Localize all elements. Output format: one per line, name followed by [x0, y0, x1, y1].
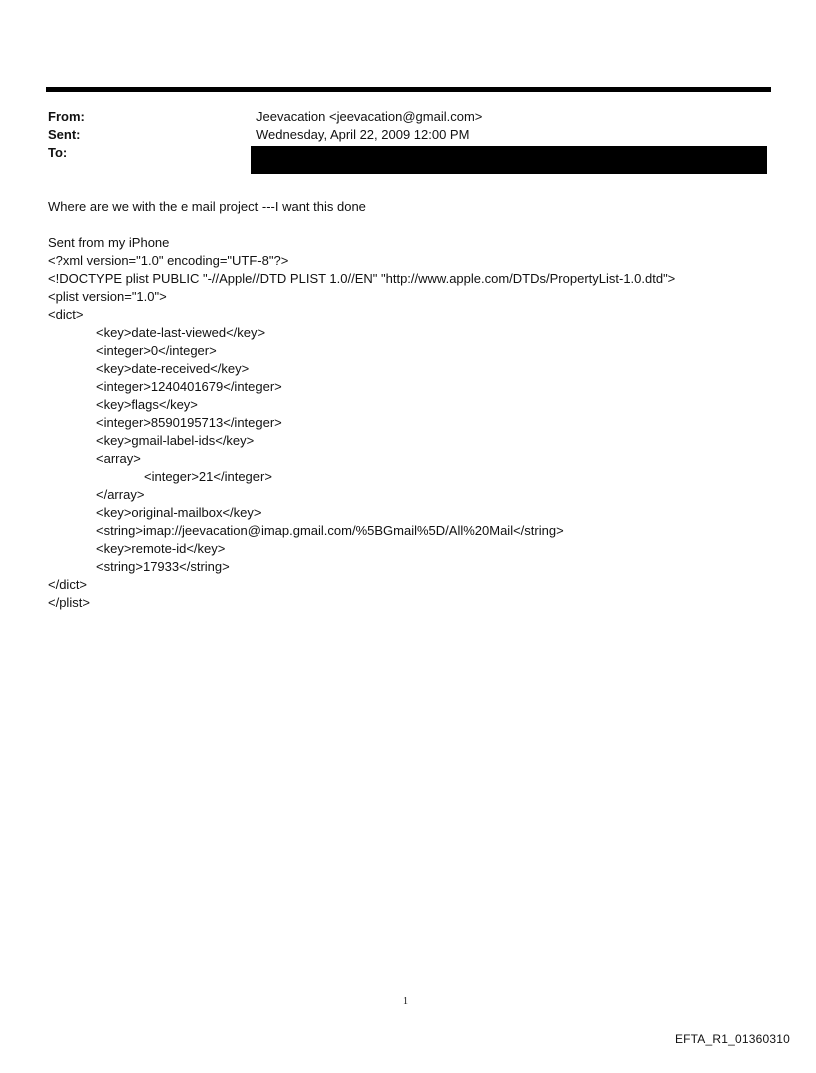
plist-line: <key>original-mailbox</key> [96, 505, 262, 520]
bates-number: EFTA_R1_01360310 [674, 1032, 790, 1046]
plist-line: <integer>8590195713</integer> [96, 415, 282, 430]
plist-line: <key>gmail-label-ids</key> [96, 433, 255, 448]
sent-value: Wednesday, April 22, 2009 12:00 PM [256, 127, 470, 142]
page-number: 1 [403, 996, 408, 1007]
plist-line: </dict> [48, 577, 88, 592]
header-rule [46, 87, 771, 92]
plist-line: <integer>0</integer> [96, 343, 217, 358]
plist-line: <!DOCTYPE plist PUBLIC "-//Apple//DTD PLIST 1.0//EN" "http://www.apple.com/DTDs/PropertyList-1.0.dtd"> [48, 271, 676, 286]
to-label: To: [48, 145, 68, 160]
signature-text: Sent from my iPhone [48, 235, 170, 250]
plist-line: <key>flags</key> [96, 397, 198, 412]
plist-line: <integer>1240401679</integer> [96, 379, 282, 394]
plist-line: </array> [96, 487, 145, 502]
plist-line: <?xml version="1.0" encoding="UTF-8"?> [48, 253, 289, 268]
plist-line: <key>date-last-viewed</key> [96, 325, 266, 340]
plist-line: <integer>21</integer> [144, 469, 272, 484]
plist-line: <plist version="1.0"> [48, 289, 167, 304]
plist-line: <string>imap://jeevacation@imap.gmail.com/%5BGmail%5D/All%20Mail</string> [96, 523, 564, 538]
from-value: Jeevacation <jeevacation@gmail.com> [256, 109, 483, 124]
sent-label: Sent: [48, 127, 81, 142]
message-text: Where are we with the e mail project ---I want this done [48, 199, 366, 214]
plist-line: <array> [96, 451, 141, 466]
plist-line: <string>17933</string> [96, 559, 230, 574]
redaction-box [251, 146, 767, 174]
from-label: From: [48, 109, 85, 124]
plist-line: </plist> [48, 595, 90, 610]
plist-line: <key>date-received</key> [96, 361, 250, 376]
plist-line: <key>remote-id</key> [96, 541, 226, 556]
plist-line: <dict> [48, 307, 84, 322]
